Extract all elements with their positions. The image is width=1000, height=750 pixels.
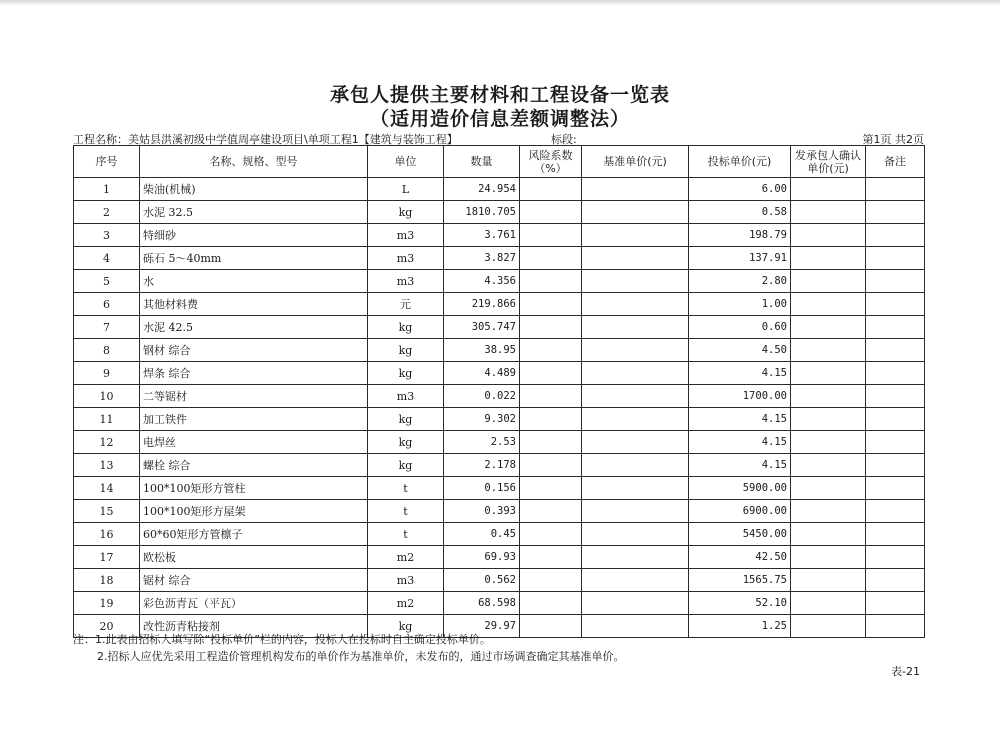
quantity: 0.393 bbox=[444, 500, 520, 523]
table-row bbox=[74, 316, 925, 339]
material-name: 特细砂 bbox=[140, 224, 368, 247]
confirmed-price bbox=[791, 477, 866, 500]
unit: t bbox=[368, 523, 444, 546]
risk-coefficient bbox=[520, 339, 582, 362]
base-price bbox=[582, 247, 689, 270]
material-name: 砾石 5～40mm bbox=[140, 247, 368, 270]
bid-price: 5900.00 bbox=[689, 477, 791, 500]
material-name: 60*60矩形方管檩子 bbox=[140, 523, 368, 546]
bid-price: 6900.00 bbox=[689, 500, 791, 523]
quantity: 4.356 bbox=[444, 270, 520, 293]
row-number: 14 bbox=[74, 477, 140, 500]
confirmed-price bbox=[791, 385, 866, 408]
table-row bbox=[74, 201, 925, 224]
bid-price: 1700.00 bbox=[689, 385, 791, 408]
risk-coefficient bbox=[520, 385, 582, 408]
quantity: 2.53 bbox=[444, 431, 520, 454]
row-number: 5 bbox=[74, 270, 140, 293]
unit: kg bbox=[368, 431, 444, 454]
quantity: 0.156 bbox=[444, 477, 520, 500]
material-name: 锯材 综合 bbox=[140, 569, 368, 592]
confirmed-price bbox=[791, 615, 866, 638]
unit: t bbox=[368, 477, 444, 500]
unit: m3 bbox=[368, 569, 444, 592]
unit: L bbox=[368, 178, 444, 201]
row-number: 8 bbox=[74, 339, 140, 362]
quantity: 4.489 bbox=[444, 362, 520, 385]
confirmed-price bbox=[791, 362, 866, 385]
row-number: 7 bbox=[74, 316, 140, 339]
unit: m3 bbox=[368, 247, 444, 270]
confirmed-price bbox=[791, 431, 866, 454]
risk-coefficient bbox=[520, 316, 582, 339]
bid-price: 42.50 bbox=[689, 546, 791, 569]
header-bid-price: 投标单价(元) bbox=[689, 146, 791, 178]
row-number: 15 bbox=[74, 500, 140, 523]
quantity: 68.598 bbox=[444, 592, 520, 615]
bid-price: 1565.75 bbox=[689, 569, 791, 592]
row-number: 10 bbox=[74, 385, 140, 408]
remark bbox=[866, 546, 925, 569]
table-row bbox=[74, 247, 925, 270]
bid-price: 1.00 bbox=[689, 293, 791, 316]
risk-coefficient bbox=[520, 477, 582, 500]
unit: kg bbox=[368, 201, 444, 224]
bid-price: 5450.00 bbox=[689, 523, 791, 546]
remark bbox=[866, 224, 925, 247]
page-info: 第1页 共2页 bbox=[862, 133, 924, 146]
confirmed-price bbox=[791, 270, 866, 293]
row-number: 6 bbox=[74, 293, 140, 316]
bid-price: 0.58 bbox=[689, 201, 791, 224]
risk-coefficient bbox=[520, 431, 582, 454]
quantity: 24.954 bbox=[444, 178, 520, 201]
base-price bbox=[582, 592, 689, 615]
material-name: 焊条 综合 bbox=[140, 362, 368, 385]
row-number: 18 bbox=[74, 569, 140, 592]
quantity: 3.827 bbox=[444, 247, 520, 270]
base-price bbox=[582, 523, 689, 546]
bid-price: 1.25 bbox=[689, 615, 791, 638]
remark bbox=[866, 339, 925, 362]
unit: m2 bbox=[368, 546, 444, 569]
row-number: 13 bbox=[74, 454, 140, 477]
risk-coefficient bbox=[520, 362, 582, 385]
header-confirm-price: 发承包人确认单价(元) bbox=[791, 146, 866, 178]
material-name: 加工铁件 bbox=[140, 408, 368, 431]
header-remark: 备注 bbox=[866, 146, 925, 178]
base-price bbox=[582, 293, 689, 316]
confirmed-price bbox=[791, 408, 866, 431]
material-name: 欧松板 bbox=[140, 546, 368, 569]
remark bbox=[866, 431, 925, 454]
material-name: 二等锯材 bbox=[140, 385, 368, 408]
header-unit: 单位 bbox=[368, 146, 444, 178]
material-name: 水 bbox=[140, 270, 368, 293]
remark bbox=[866, 454, 925, 477]
bid-price: 4.15 bbox=[689, 408, 791, 431]
table-row bbox=[74, 569, 925, 592]
base-price bbox=[582, 408, 689, 431]
remark bbox=[866, 201, 925, 224]
notes bbox=[73, 631, 625, 665]
table-row bbox=[74, 523, 925, 546]
unit: kg bbox=[368, 339, 444, 362]
table-row bbox=[74, 477, 925, 500]
unit: 元 bbox=[368, 293, 444, 316]
header-qty: 数量 bbox=[444, 146, 520, 178]
confirmed-price bbox=[791, 569, 866, 592]
remark bbox=[866, 408, 925, 431]
material-name: 水泥 32.5 bbox=[140, 201, 368, 224]
bid-price: 198.79 bbox=[689, 224, 791, 247]
quantity: 0.45 bbox=[444, 523, 520, 546]
remark bbox=[866, 615, 925, 638]
table-row bbox=[74, 431, 925, 454]
confirmed-price bbox=[791, 339, 866, 362]
unit: kg bbox=[368, 316, 444, 339]
material-name: 柴油(机械) bbox=[140, 178, 368, 201]
form-number: 表-21 bbox=[891, 665, 920, 678]
base-price bbox=[582, 224, 689, 247]
remark bbox=[866, 270, 925, 293]
material-name: 其他材料费 bbox=[140, 293, 368, 316]
confirmed-price bbox=[791, 592, 866, 615]
risk-coefficient bbox=[520, 224, 582, 247]
material-name: 电焊丝 bbox=[140, 431, 368, 454]
table-row bbox=[74, 454, 925, 477]
risk-coefficient bbox=[520, 454, 582, 477]
base-price bbox=[582, 477, 689, 500]
bid-price: 4.15 bbox=[689, 362, 791, 385]
row-number: 11 bbox=[74, 408, 140, 431]
base-price bbox=[582, 339, 689, 362]
table-row bbox=[74, 362, 925, 385]
project-name: 工程名称：美姑县洪溪初级中学值周亭建设项目\单项工程1【建筑与装饰工程】 bbox=[73, 133, 458, 146]
document-title: 承包人提供主要材料和工程设备一览表 bbox=[329, 84, 670, 106]
remark bbox=[866, 523, 925, 546]
bid-price: 4.15 bbox=[689, 454, 791, 477]
row-number: 2 bbox=[74, 201, 140, 224]
quantity: 29.97 bbox=[444, 615, 520, 638]
bid-price: 6.00 bbox=[689, 178, 791, 201]
material-name: 改性沥青粘接剂 bbox=[140, 615, 368, 638]
remark bbox=[866, 500, 925, 523]
remark bbox=[866, 592, 925, 615]
row-number: 1 bbox=[74, 178, 140, 201]
material-name: 100*100矩形方管柱 bbox=[140, 477, 368, 500]
risk-coefficient bbox=[520, 569, 582, 592]
base-price bbox=[582, 201, 689, 224]
base-price bbox=[582, 316, 689, 339]
risk-coefficient bbox=[520, 408, 582, 431]
bid-price: 137.91 bbox=[689, 247, 791, 270]
risk-coefficient bbox=[520, 293, 582, 316]
base-price bbox=[582, 431, 689, 454]
base-price bbox=[582, 569, 689, 592]
unit: kg bbox=[368, 362, 444, 385]
confirmed-price bbox=[791, 201, 866, 224]
header-base-price: 基准单价(元) bbox=[582, 146, 689, 178]
quantity: 305.747 bbox=[444, 316, 520, 339]
bid-price: 4.15 bbox=[689, 431, 791, 454]
row-number: 4 bbox=[74, 247, 140, 270]
remark bbox=[866, 247, 925, 270]
table-row bbox=[74, 339, 925, 362]
confirmed-price bbox=[791, 224, 866, 247]
confirmed-price bbox=[791, 523, 866, 546]
unit: m3 bbox=[368, 224, 444, 247]
bid-price: 52.10 bbox=[689, 592, 791, 615]
materials-table bbox=[73, 145, 925, 638]
table-row bbox=[74, 408, 925, 431]
unit: m3 bbox=[368, 385, 444, 408]
row-number: 19 bbox=[74, 592, 140, 615]
table-row bbox=[74, 224, 925, 247]
header-no: 序号 bbox=[74, 146, 140, 178]
base-price bbox=[582, 178, 689, 201]
quantity: 3.761 bbox=[444, 224, 520, 247]
quantity: 0.022 bbox=[444, 385, 520, 408]
confirmed-price bbox=[791, 454, 866, 477]
material-name: 钢材 综合 bbox=[140, 339, 368, 362]
row-number: 3 bbox=[74, 224, 140, 247]
confirmed-price bbox=[791, 546, 866, 569]
table-row bbox=[74, 500, 925, 523]
base-price bbox=[582, 385, 689, 408]
risk-coefficient bbox=[520, 247, 582, 270]
risk-coefficient bbox=[520, 546, 582, 569]
unit: t bbox=[368, 500, 444, 523]
unit: m3 bbox=[368, 270, 444, 293]
note-1: 注：1.此表由招标人填写除“投标单价”栏的内容，投标人在投标时自主确定投标单价。 bbox=[73, 633, 491, 646]
table-header-row bbox=[74, 146, 925, 178]
material-name: 100*100矩形方屋架 bbox=[140, 500, 368, 523]
quantity: 0.562 bbox=[444, 569, 520, 592]
risk-coefficient bbox=[520, 270, 582, 293]
bid-price: 4.50 bbox=[689, 339, 791, 362]
unit: m2 bbox=[368, 592, 444, 615]
unit: kg bbox=[368, 408, 444, 431]
base-price bbox=[582, 546, 689, 569]
table-row bbox=[74, 178, 925, 201]
risk-coefficient bbox=[520, 201, 582, 224]
scan-edge bbox=[0, 0, 1000, 6]
document-subtitle: （适用造价信息差额调整法） bbox=[369, 108, 630, 130]
quantity: 1810.705 bbox=[444, 201, 520, 224]
remark bbox=[866, 178, 925, 201]
risk-coefficient bbox=[520, 178, 582, 201]
remark bbox=[866, 293, 925, 316]
bid-price: 0.60 bbox=[689, 316, 791, 339]
risk-coefficient bbox=[520, 523, 582, 546]
confirmed-price bbox=[791, 500, 866, 523]
base-price bbox=[582, 500, 689, 523]
material-name: 螺栓 综合 bbox=[140, 454, 368, 477]
remark bbox=[866, 362, 925, 385]
row-number: 16 bbox=[74, 523, 140, 546]
base-price bbox=[582, 454, 689, 477]
note-2: 2.招标人应优先采用工程造价管理机构发布的单价作为基准单价，未发布的，通过市场调查确定其基准单价。 bbox=[97, 650, 625, 663]
header-risk: 风险系数（%） bbox=[520, 146, 582, 178]
confirmed-price bbox=[791, 293, 866, 316]
table-row bbox=[74, 592, 925, 615]
base-price bbox=[582, 362, 689, 385]
bid-price: 2.80 bbox=[689, 270, 791, 293]
table-row bbox=[74, 546, 925, 569]
material-name: 水泥 42.5 bbox=[140, 316, 368, 339]
quantity: 38.95 bbox=[444, 339, 520, 362]
row-number: 9 bbox=[74, 362, 140, 385]
unit: kg bbox=[368, 454, 444, 477]
table-row bbox=[74, 293, 925, 316]
unit: kg bbox=[368, 615, 444, 638]
row-number: 20 bbox=[74, 615, 140, 638]
material-name: 彩色沥青瓦（平瓦） bbox=[140, 592, 368, 615]
confirmed-price bbox=[791, 178, 866, 201]
table-row bbox=[74, 270, 925, 293]
remark bbox=[866, 569, 925, 592]
base-price bbox=[582, 270, 689, 293]
quantity: 219.866 bbox=[444, 293, 520, 316]
confirmed-price bbox=[791, 247, 866, 270]
header-name: 名称、规格、型号 bbox=[140, 146, 368, 178]
table-row bbox=[74, 385, 925, 408]
quantity: 69.93 bbox=[444, 546, 520, 569]
section-label: 标段: bbox=[551, 133, 577, 146]
row-number: 12 bbox=[74, 431, 140, 454]
remark bbox=[866, 316, 925, 339]
risk-coefficient bbox=[520, 592, 582, 615]
quantity: 9.302 bbox=[444, 408, 520, 431]
row-number: 17 bbox=[74, 546, 140, 569]
risk-coefficient bbox=[520, 500, 582, 523]
quantity: 2.178 bbox=[444, 454, 520, 477]
remark bbox=[866, 477, 925, 500]
confirmed-price bbox=[791, 316, 866, 339]
remark bbox=[866, 385, 925, 408]
